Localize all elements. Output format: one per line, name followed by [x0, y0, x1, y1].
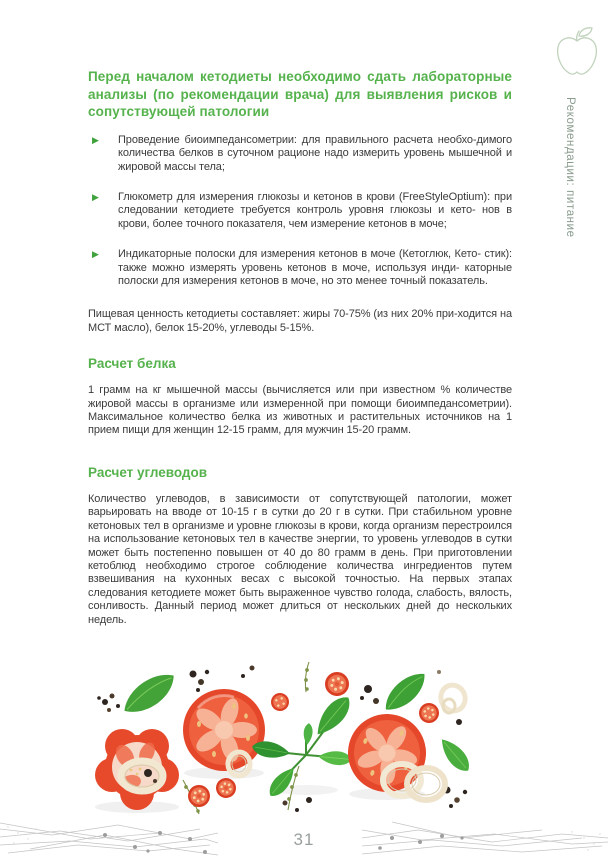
triangle-bullet-icon: ▶ — [92, 192, 99, 202]
bullet-item — [88, 248, 512, 288]
sidebar-chapter-label: Рекомендации: питание — [564, 97, 576, 238]
bullet-list — [88, 134, 512, 289]
onion-ring — [437, 682, 468, 715]
cherry-tomato-half — [185, 782, 213, 810]
section-body-protein: 1 грамм на кг мышечной массы (вычисляется или при известном % количестве жировой массы в организме или измеренной при помощи биоимпедансометрии). Максимальное количество белка из животных и растительных источников на 1 прием пищи для женщин 12-15 грамм, для мужчин 15-20 грамм. — [88, 384, 512, 437]
basil-sprig — [251, 691, 356, 800]
basil-leaf — [117, 668, 182, 719]
section-carbs — [88, 465, 512, 627]
bullet-item — [88, 134, 512, 174]
cherry-tomato-half — [268, 690, 292, 714]
triangle-bullet-icon: ▶ — [92, 249, 99, 260]
bell-pepper-ring — [95, 729, 179, 810]
cherry-tomato-half — [416, 700, 442, 726]
bullet-text: Глюкометр для измерения глюкозы и кетонов в крови (FreeStyleOptium): при следовании кетодиете требуется контроль уровня глюкозы и кето- нов в крови, более точного показателя, чем измерение кетонов в моче; — [118, 191, 512, 230]
triangle-bullet-icon: ▶ — [92, 134, 99, 145]
basil-leaf — [436, 734, 475, 776]
bullet-text: Проведение биоимпедансометрии: для правильного расчета необхо-димого количества белков в суточном рационе надо измерить уровень мышечной и жировой массы тела; — [118, 133, 512, 173]
section-body-carbs: Количество углеводов, в зависимости от сопутствующей патологии, может варьировать на вводе от 10-15 г в сутки до 20 г в сутки. При стабильном уровне кетоновых тел в организме и уровне глюкозы в крови, когда организм перестроился на использование кетоновых тел в качестве энергии, то уровень углеводов в сутки может быть постепенно повышен от 40 до 80 грамм в день. При приготовлении кетоблюд необходимо строгое соблюдение количества ингредиентов путем взвешивания на кухонных весах с высокой точностью. На первых этапах следования кетодиете может быть выраженное чувство голода, слабость, вялость, сонливость. Данный период может длиться от нескольких дней до нескольких недель. — [88, 492, 512, 626]
vegetables-photo — [85, 660, 515, 825]
apple-icon — [554, 25, 600, 79]
page-number: 31 — [293, 830, 315, 849]
cherry-tomato-half — [322, 669, 351, 698]
bullet-item — [88, 191, 512, 231]
nutrition-paragraph: Пищевая ценность кетодиеты составляет: жиры 70-75% (из них 20% при-ходится на МСТ масло), белок 15-20%, углеводы 5-15%. — [88, 308, 512, 334]
section-title-carbs: Расчет углеводов — [88, 464, 208, 480]
bullet-text: Индикаторные полоски для измерения кетонов в моче (Кетоглюк, Кето- стик): также можно измерять уровень кетонов в моче, используя инди- каторные полоски для измерения кетонов в моче, но это менее точный показатель. — [118, 248, 512, 288]
section-title-protein: Расчет белка — [88, 356, 176, 372]
intro-heading: Перед началом кетодиеты необходимо сдать лабораторные анализы (по рекомендации врача) для выявления рисков и сопутствующей патологии — [88, 69, 512, 120]
tomato-slice — [183, 689, 265, 771]
section-protein — [88, 356, 512, 438]
page-content — [88, 68, 512, 627]
cherry-tomato-half — [214, 776, 238, 800]
